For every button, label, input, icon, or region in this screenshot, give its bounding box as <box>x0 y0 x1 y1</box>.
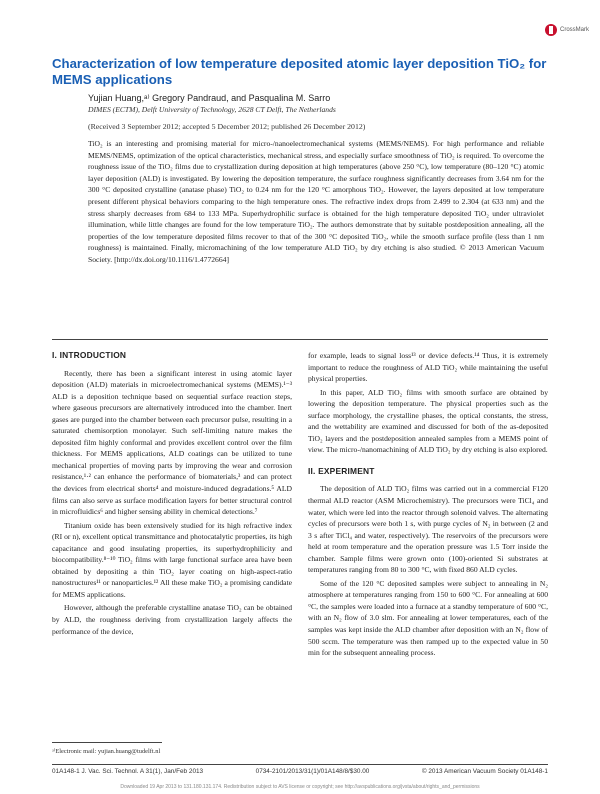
article-dates: (Received 3 September 2012; accepted 5 December 2012; published 26 December 2012) <box>88 122 366 131</box>
crossmark-badge[interactable] <box>545 22 589 38</box>
download-notice: Downloaded 19 Apr 2013 to 131.180.131.174. Redistribution subject to AVS license or copyright; see http://avspublications.org/jvsta/about/rights_and_permissions <box>120 784 480 790</box>
footnote-email: ᵃ⁾Electronic mail: yujian.huang@tudelft.nl <box>52 748 161 755</box>
paragraph: However, although the preferable crystalline anatase TiO₂ can be obtained by ALD, the roughness deriving from crystallization largely affects the performance of the device, <box>52 603 292 636</box>
article-affiliation: DIMES (ECTM), Delft University of Technology, 2628 CT Delft, The Netherlands <box>88 105 336 114</box>
article-authors: Yujian Huang,ᵃ⁾ Gregory Pandraud, and Pasqualina M. Sarro <box>88 93 331 103</box>
page-footer <box>52 768 548 775</box>
left-column <box>52 350 292 637</box>
footer-journal: 01A148-1 J. Vac. Sci. Technol. A 31(1), Jan/Feb 2013 <box>52 768 204 775</box>
paragraph: Recently, there has been a significant interest in using atomic layer deposition (ALD) materials in microelectromechanical systems (MEMS).¹⁻³ ALD is a deposition technique based on sequential surface reaction steps, where gaseous precursors are alternatively introduced into the chamber. Inert gases are purged into the chamber between each precursor pulse, resulting in a saturated chemisorption monolayer. Such self-limiting nature makes the deposited film highly conformal and provides excellent control over the film thickness. For MEMS applications, ALD coatings can be utilized to tune mechanical properties of moving parts by improving the wear and corrosion resistance,¹·² can enhance the performance of biomaterials,³ and can protect the devices from electrical shorts⁴ and moisture-induced degradations.⁵ ALD films can also serve as surface modification layers for better structural control in microfluidics⁶ and higher sensing ability in chemical detections.⁷ <box>52 368 292 517</box>
section-heading-introduction: I. INTRODUCTION <box>52 350 127 360</box>
paragraph: In this paper, ALD TiO₂ films with smooth surface are obtained by lowering the deposition temperature. The physical properties such as the surface morphology, the crystalline phases, the optical constants, the stress, and the wettability are examined and discussed for both of the as-deposited TiO₂ layers and the postdeposition annealed samples from a MEMS point of view. The micro-/nanomachining of ALD TiO₂ by dry etching is also explored. <box>308 387 548 455</box>
abstract-divider <box>52 339 548 340</box>
paragraph: Some of the 120 °C deposited samples were subject to annealing in N₂ atmosphere at temperatures ranging from 150 to 600 °C. For annealing at 600 °C, the samples were loaded into a furnace at a standby temperature of 600 °C, with an N₂ flow of 3.0 slm. For annealing at lower temperatures, each of the samples was kept inside the ALD chamber after deposition with an N₂ flow of 500 sccm. The temperature was then ramped up to the expected value in 50 min for the subsequent annealing process. <box>308 578 548 658</box>
paragraph: Titanium oxide has been extensively studied for its high refractive index (RI or n), excellent optical transmittance and photocatalytic properties, its high capacitance and good insulating properties, its superhydrophilicity and biocompatibility.⁸⁻¹⁰ TiO₂ films with large functional surface area have been obtained by depositing a thin TiO₂ layer coating on high-aspect-ratio nanostructures¹¹ or nanoparticles.¹² All these make TiO₂ a promising candidate for MEMS applications. <box>52 520 292 599</box>
crossmark-icon <box>545 24 557 36</box>
footnote-divider <box>52 742 162 743</box>
crossmark-label: CrossMark <box>560 27 590 33</box>
footer-copyright: © 2013 American Vacuum Society 01A148-1 <box>421 768 548 775</box>
right-column <box>308 350 548 659</box>
article-title: Characterization of low temperature deposited atomic layer deposition TiO₂ for MEMS applications <box>52 56 547 87</box>
abstract: TiO₂ is an interesting and promising material for micro-/nanoelectromechanical systems (MEMS/NEMS). For high performance and reliable MEMS/NEMS, optimization of the optical characteristics, mechanical stress, and especially surface smoothness of TiO₂ is required. To overcome the roughness issue of the TiO₂ films due to crystallization during deposition at high temperatures (above 250 °C), low temperature (80–120 °C) atomic layer deposition (ALD) is investigated. By lowering the deposition temperature, the surface roughness significantly decreases from 3.64 nm for the 300 °C deposited crystalline (anatase phase) TiO₂ to 0.24 nm for the 120 °C amorphous TiO₂. However, the layers deposited at low temperature present different physical behaviors comparing to the high temperature ones. The refractive index drops from 2.499 to 2.304 (at 633 nm) and the stress sharply decreases from 684 to 133 MPa. Superhydrophilic surface is obtained for the high temperature deposited TiO₂ under ultraviolet illumination, while little changes are found for the low temperature TiO₂. The authors demonstrate that by suitable postdeposition annealing, all the properties of the low temperature deposited films recover to that of the 300 °C deposited TiO₂, while the smooth surface profile (less than 1 nm roughness) is maintained. Finally, micromachining of the low temperature ALD TiO₂ by dry etching is also studied. © 2013 American Vacuum Society. [http://dx.doi.org/10.1116/1.4772664] <box>88 139 544 264</box>
section-heading-experiment: II. EXPERIMENT <box>308 465 375 476</box>
paragraph: for example, leads to signal loss¹³ or device defects.¹⁴ Thus, it is extremely important to reduce the roughness of ALD TiO₂ while maintaining the useful physical properties. <box>308 351 548 384</box>
paragraph: The deposition of ALD TiO₂ films was carried out in a commercial F120 thermal ALD reactor (ASM Microchemistry). The precursors were TiCl₄ and water, which were led into the reactor through solenoid valves. The alternating cycles of precursors were both 1 s, with purge cycles of N₂ in between (2 and 3 s after TiCl₄ and water, respectively). The reservoirs of the precursors were held at room temperature and the operation pressure was 1.5 Torr inside the chamber. Sample films were grown onto (100)-oriented Si substrates at temperatures ranging from 80 to 300 °C, with fixed 860 ALD cycles. <box>308 484 548 575</box>
footer-issn: 0734-2101/2013/31(1)/01A148/8/$30.00 <box>255 768 370 775</box>
footer-divider <box>52 764 548 765</box>
